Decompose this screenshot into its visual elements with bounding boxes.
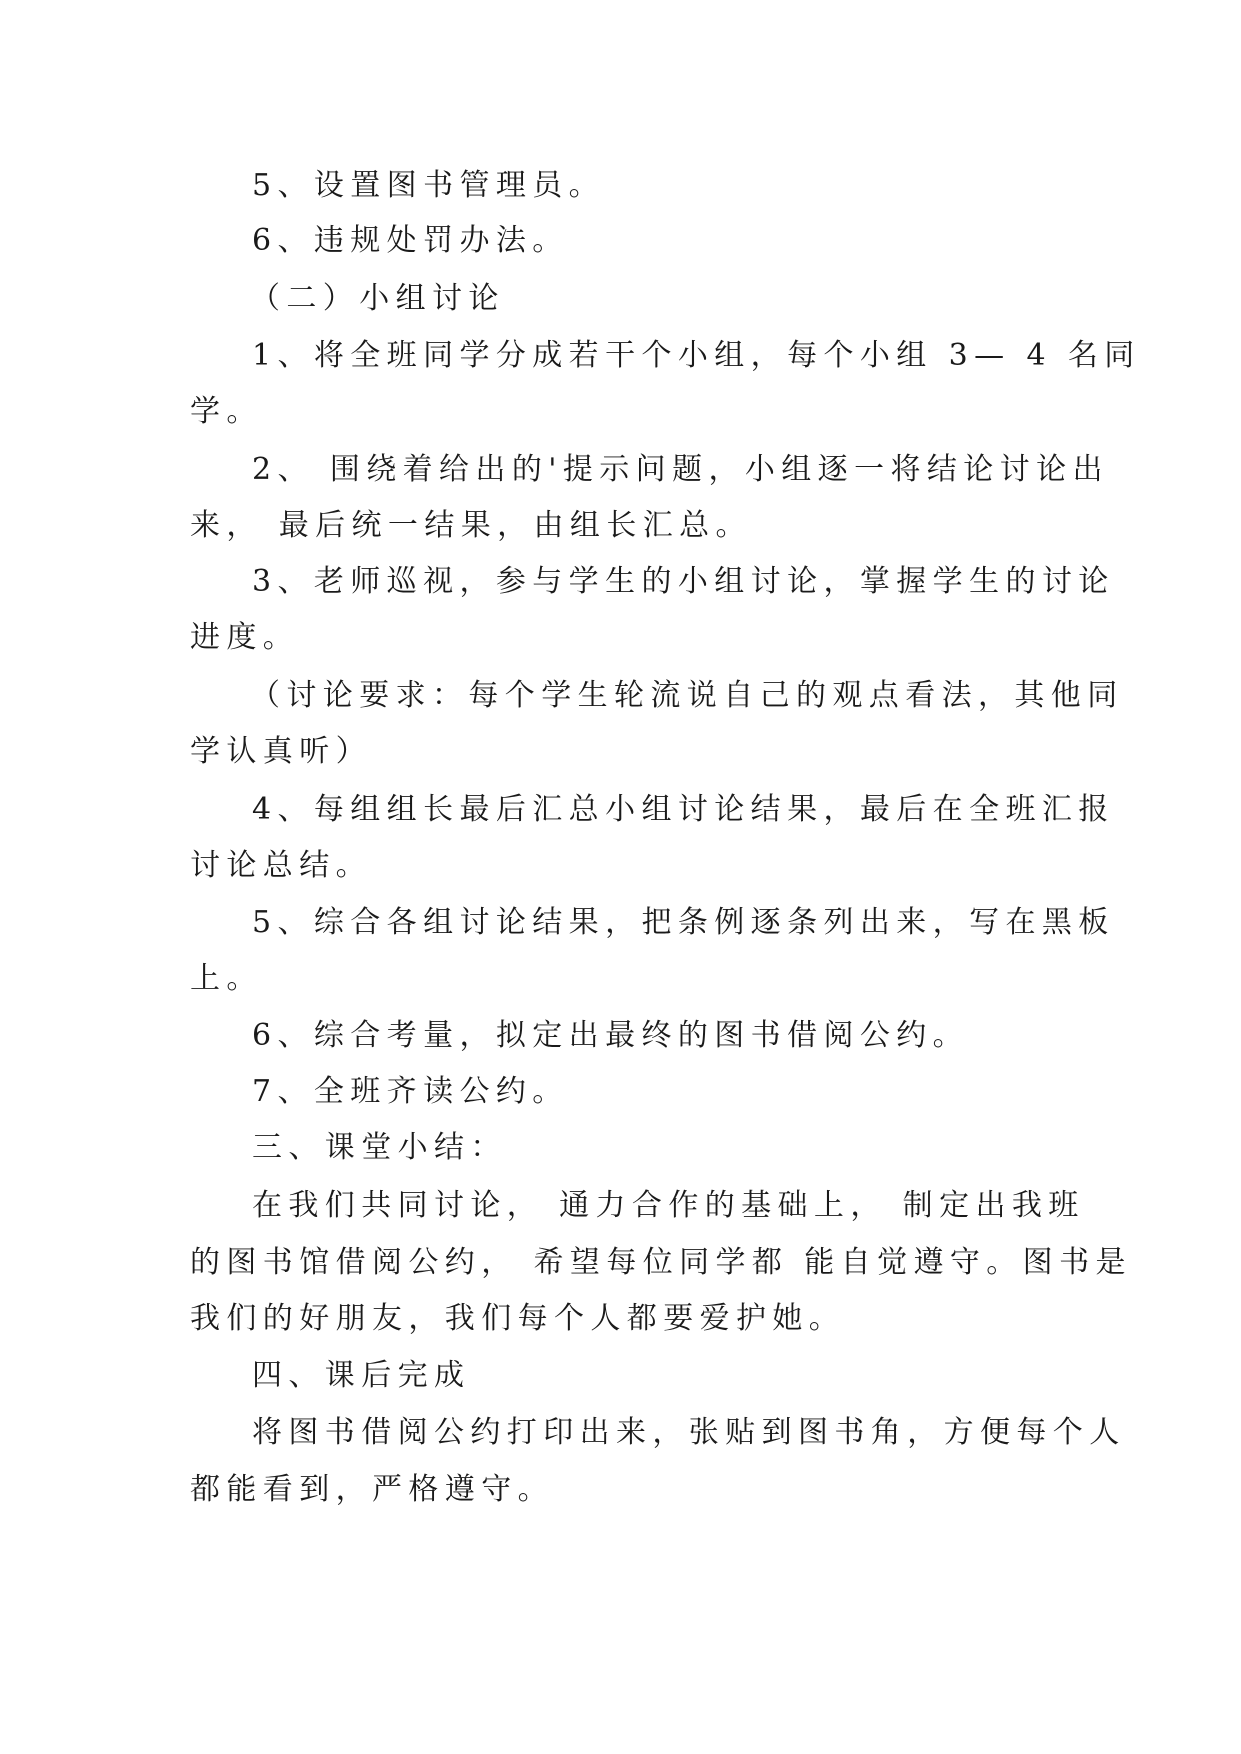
paragraph-step-5-line-2: 上。: [190, 961, 263, 996]
section-heading-after-class: 四、课后完成: [252, 1358, 471, 1393]
paragraph-step-4-line-2: 讨论总结。: [190, 848, 372, 883]
paragraph-after-class-line-2: 都能看到，严格遵守。: [190, 1472, 554, 1507]
section-heading-class-summary: 三、课堂小结：: [252, 1130, 507, 1165]
list-item-step-6: 6、综合考量，拟定出最终的图书借阅公约。: [252, 1018, 970, 1053]
paragraph-discussion-requirement-line-1: （讨论要求：每个学生轮流说自己的观点看法，其他同: [250, 678, 1124, 713]
paragraph-step-2-line-2: 来， 最后统一结果，由组长汇总。: [190, 508, 752, 543]
list-item-set-librarian: 5、设置图书管理员。: [252, 168, 606, 203]
list-item-penalty-rules: 6、违规处罚办法。: [252, 223, 569, 258]
paragraph-summary-line-1: 在我们共同讨论， 通力合作的基础上， 制定出我班: [252, 1188, 1085, 1223]
paragraph-step-5-line-1: 5、综合各组讨论结果，把条例逐条列出来，写在黑板: [252, 905, 1115, 940]
paragraph-step-2-line-1: 2、 围绕着给出的'提示问题，小组逐一将结论讨论出: [252, 452, 1109, 487]
paragraph-step-1-line-1: 1、将全班同学分成若干个小组，每个小组 3— 4 名同: [252, 338, 1141, 373]
paragraph-summary-line-2: 的图书馆借阅公约， 希望每位同学都 能自觉遵守。图书是: [190, 1245, 1132, 1280]
section-heading-group-discussion: （二）小组讨论: [250, 281, 505, 316]
paragraph-after-class-line-1: 将图书借阅公约打印出来，张贴到图书角，方便每个人: [252, 1415, 1126, 1450]
list-item-step-7: 7、全班齐读公约。: [252, 1074, 569, 1109]
paragraph-discussion-requirement-line-2: 学认真听）: [190, 734, 372, 769]
paragraph-step-3-line-2: 进度。: [190, 620, 300, 655]
paragraph-summary-line-3: 我们的好朋友，我们每个人都要爱护她。: [190, 1301, 846, 1336]
paragraph-step-4-line-1: 4、每组组长最后汇总小组讨论结果，最后在全班汇报: [252, 792, 1115, 827]
paragraph-step-3-line-1: 3、老师巡视，参与学生的小组讨论，掌握学生的讨论: [252, 564, 1115, 599]
paragraph-step-1-line-2: 学。: [190, 394, 263, 429]
